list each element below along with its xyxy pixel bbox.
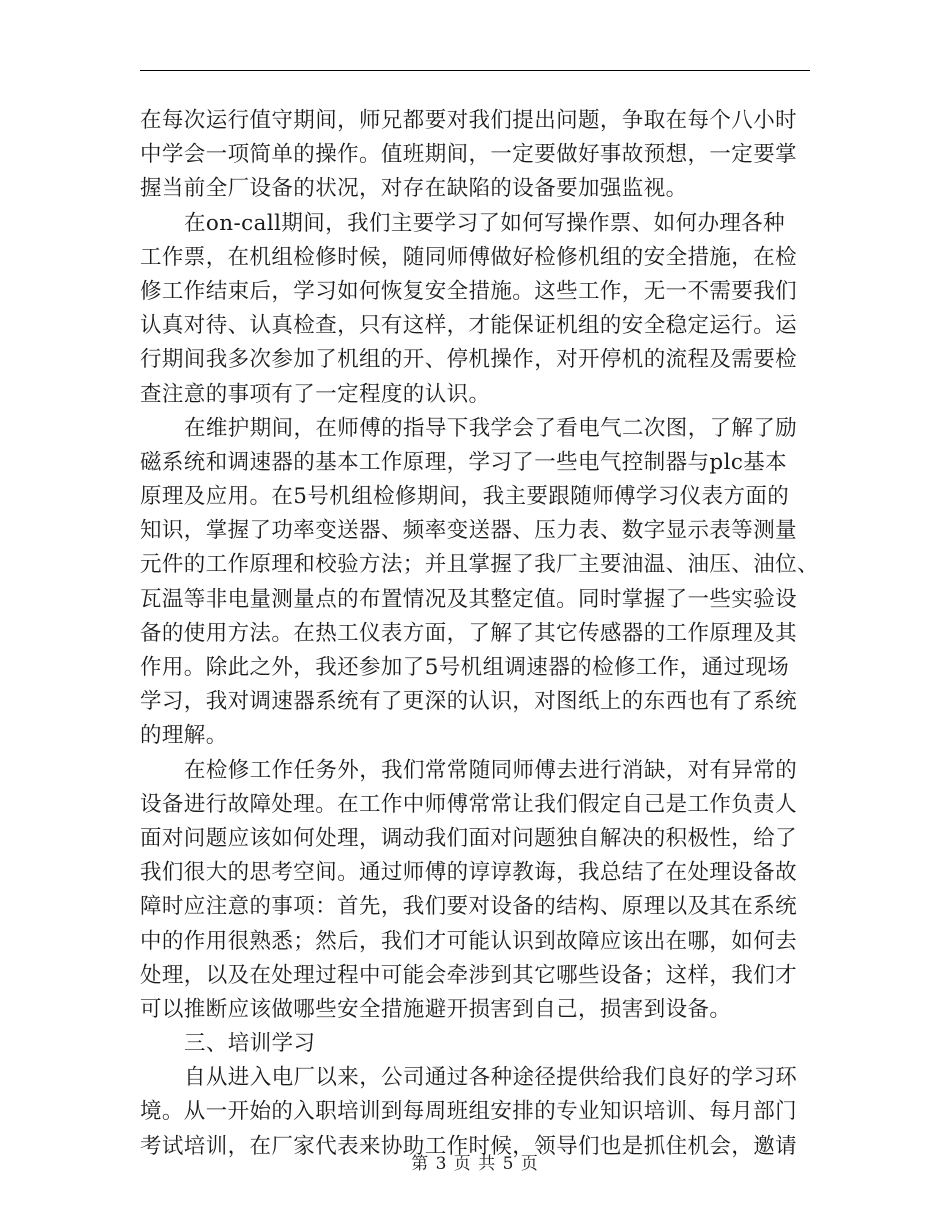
text-line: 作用。除此之外，我还参加了5号机组调速器的检修工作，通过现场: [140, 655, 790, 680]
text-line: 三、培训学习: [184, 1031, 316, 1057]
text-line: 我们很大的思考空间。通过师傅的谆谆教诲，我总结了在处理设备故: [140, 860, 798, 886]
text-line: 认真对待、认真检查，只有这样，才能保证机组的安全稳定运行。运: [140, 313, 798, 339]
text-line: 中的作用很熟悉；然后，我们才可能认识到故障应该出在哪，如何去: [140, 928, 798, 954]
text-line: 中学会一项简单的操作。值班期间，一定要做好事故预想，一定要掌: [140, 142, 798, 168]
text-line: 可以推断应该做哪些安全措施避开损害到自己，损害到设备。: [140, 996, 732, 1022]
text-line: 考试培训，在厂家代表来协助工作时候，领导们也是抓住机会，邀请: [140, 1133, 798, 1159]
text-line: 自从进入电厂以来，公司通过各种途径提供给我们良好的学习环: [184, 1065, 798, 1091]
text-line: 磁系统和调速器的基本工作原理，学习了一些电气控制器与plc基本: [140, 449, 788, 475]
text-line: 在on-call期间，我们主要学习了如何写操作票、如何办理各种: [184, 210, 786, 236]
text-line: 学习，我对调速器系统有了更深的认识，对图纸上的东西也有了系统: [140, 689, 798, 715]
text-line: 修工作结束后，学习如何恢复安全措施。这些工作，无一不需要我们: [140, 278, 798, 304]
text-line: 查注意的事项有了一定程度的认识。: [140, 381, 491, 407]
header-rule: [140, 70, 810, 71]
text-line: 处理，以及在处理过程中可能会牵涉到其它哪些设备；这样，我们才: [140, 962, 798, 988]
text-line: 原理及应用。在5号机组检修期间，我主要跟随师傅学习仪表方面的: [140, 484, 790, 510]
text-line: 境。从一开始的入职培训到每周班组安排的专业知识培训、每月部门: [140, 1099, 798, 1125]
text-line: 备的使用方法。在热工仪表方面，了解了其它传感器的工作原理及其: [140, 620, 798, 646]
text-line: 行期间我多次参加了机组的开、停机操作，对开停机的流程及需要检: [140, 347, 798, 373]
text-line: 知识，掌握了功率变送器、频率变送器、压力表、数字显示表等测量: [140, 518, 798, 544]
document-body: [140, 104, 819, 1164]
text-line: 在维护期间，在师傅的指导下我学会了看电气二次图，了解了励: [184, 415, 798, 441]
text-line: 瓦温等非电量测量点的布置情况及其整定值。同时掌握了一些实验设: [140, 586, 798, 612]
page-footer: 第 3 页 共 5 页: [411, 1154, 539, 1174]
text-line: 工作票，在机组检修时候，随同师傅做好检修机组的安全措施，在检: [140, 244, 798, 270]
text-line: 的理解。: [140, 723, 228, 749]
text-line: 障时应注意的事项：首先，我们要对设备的结构、原理以及其在系统: [140, 894, 798, 920]
text-line: 设备进行故障处理。在工作中师傅常常让我们假定自己是工作负责人: [140, 791, 798, 817]
text-line: 在每次运行值守期间，师兄都要对我们提出问题，争取在每个八小时: [140, 108, 798, 133]
text-line: 元件的工作原理和校验方法；并且掌握了我厂主要油温、油压、油位、: [140, 552, 819, 578]
text-line: 握当前全厂设备的状况，对存在缺陷的设备要加强监视。: [140, 176, 688, 202]
text-line: 在检修工作任务外，我们常常随同师傅去进行消缺，对有异常的: [184, 757, 798, 783]
text-line: 面对问题应该如何处理，调动我们面对问题独自解决的积极性，给了: [140, 825, 798, 851]
